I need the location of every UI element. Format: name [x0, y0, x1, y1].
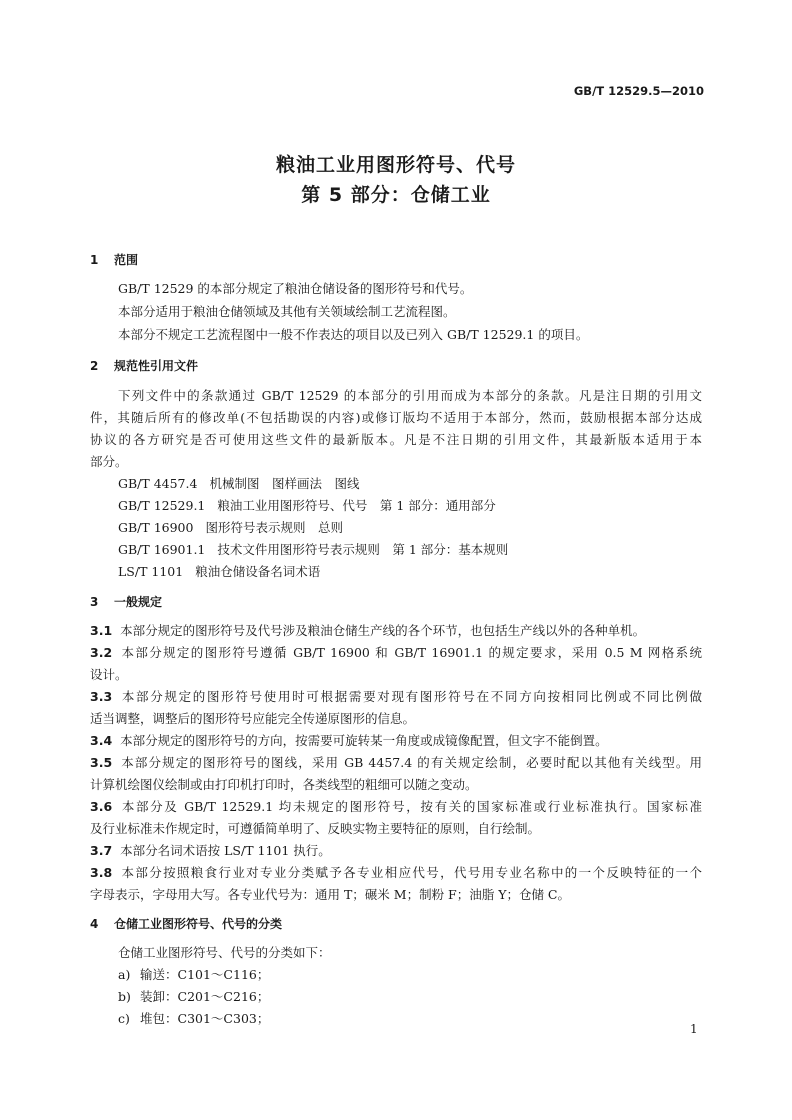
paragraph-line: 仓储工业图形符号、代号的分类如下：: [118, 945, 331, 960]
clause-text: 本部分规定的图形符号使用时可根据需要对现有图形符号在不同方向按相同比例或不同比例做: [120, 689, 702, 704]
reference-code: GB/T 12529.1: [118, 498, 206, 513]
section-heading-3: [90, 593, 162, 610]
section-heading-2: [90, 357, 198, 374]
section-title: 范围: [114, 253, 139, 267]
clause-continuation: 适当调整，调整后的图形符号应能完全传递原图形的信息。: [90, 711, 416, 726]
reference-title: 技术文件用图形符号表示规则 第 1 部分：基本规则: [217, 542, 509, 557]
clause-text: 本部分规定的图形符号遵循 GB/T 16900 和 GB/T 16901.1 的规定要求，采用 0.5 M 网格系统: [120, 645, 702, 660]
reference-title: 粮油工业用图形符号、代号 第 1 部分：通用部分: [217, 498, 496, 513]
reference-code: LS/T 1101: [118, 564, 184, 579]
paragraph-line: 部分。: [90, 454, 128, 469]
section-number: 2: [90, 359, 99, 373]
section-heading-1: [90, 251, 138, 268]
reference-code: GB/T 16901.1: [118, 542, 206, 557]
clause-number: 3.7: [90, 843, 113, 858]
paragraph-line: 件，其随后所有的修改单(不包括勘误的内容)或修订版均不适用于本部分，然而，鼓励根据本部分达成: [90, 410, 702, 425]
list-item: [118, 987, 269, 1005]
standard-code: GB/T 12529.5—2010: [573, 84, 704, 98]
list-text: 装卸：C201～C216；: [140, 989, 270, 1004]
clause-3-1: [90, 621, 702, 639]
section-title: 仓储工业图形符号、代号的分类: [114, 917, 283, 931]
page-number: 1: [690, 1022, 698, 1036]
clause-continuation: 计算机绘图仪绘制或由打印机打印时，各类线型的粗细可以随之变动。: [90, 777, 478, 792]
list-text: 输送：C101～C116；: [140, 967, 270, 982]
clause-number: 3.1: [90, 623, 113, 638]
clause-number: 3.3: [90, 689, 113, 704]
clause-text: 本部分名词术语按 LS/T 1101 执行。: [120, 843, 331, 858]
paragraph-line: 本部分适用于粮油仓储领域及其他有关领域绘制工艺流程图。: [118, 304, 456, 319]
clause-3-5: [90, 753, 702, 771]
reference-code: GB/T 16900: [118, 520, 194, 535]
clause-3-2: [90, 643, 702, 661]
section-title: 一般规定: [114, 595, 163, 609]
paragraph-line: 下列文件中的条款通过 GB/T 12529 的本部分的引用而成为本部分的条款。凡是注日期的引用文: [118, 388, 702, 403]
clause-number: 3.5: [90, 755, 113, 770]
clause-continuation: 及行业标准未作规定时，可遵循简单明了、反映实物主要特征的原则，自行绘制。: [90, 821, 541, 836]
reference-item: [118, 496, 496, 514]
reference-code: GB/T 4457.4: [118, 476, 198, 491]
list-label: c): [118, 1011, 130, 1026]
clause-3-4: [90, 731, 702, 749]
clause-continuation: 设计。: [90, 667, 128, 682]
clause-text: 本部分及 GB/T 12529.1 均未规定的图形符号，按有关的国家标准或行业标准执行。国家标准: [120, 799, 702, 814]
clause-3-6: [90, 797, 702, 815]
clause-text: 本部分规定的图形符号的方向，按需要可旋转某一角度或成镜像配置，但文字不能倒置。: [120, 733, 608, 748]
clause-3-8: [90, 863, 702, 881]
document-title: 粮油工业用图形符号、代号: [275, 154, 516, 176]
section-number: 1: [90, 253, 99, 267]
list-item: [118, 1009, 269, 1027]
clause-number: 3.6: [90, 799, 113, 814]
clause-number: 3.4: [90, 733, 113, 748]
section-heading-4: [90, 915, 282, 932]
reference-item: [118, 540, 508, 558]
section-number: 4: [90, 917, 99, 931]
section-number: 3: [90, 595, 99, 609]
section-title: 规范性引用文件: [114, 359, 199, 373]
list-text: 堆包：C301～C303；: [140, 1011, 270, 1026]
clause-text: 本部分规定的图形符号的图线，采用 GB 4457.4 的有关规定绘制，必要时配以其他有关线型。用: [120, 755, 702, 770]
reference-item: [118, 518, 343, 536]
document-subtitle: 第 5 部分：仓储工业: [301, 184, 491, 206]
reference-title: 机械制图 图样画法 图线: [209, 476, 360, 491]
list-item: [118, 965, 269, 983]
reference-item: [118, 474, 359, 492]
list-label: a): [118, 967, 131, 982]
reference-title: 粮油仓储设备名词术语: [195, 564, 321, 579]
clause-number: 3.2: [90, 645, 113, 660]
list-label: b): [118, 989, 131, 1004]
paragraph-line: 协议的各方研究是否可使用这些文件的最新版本。凡是不注日期的引用文件，其最新版本适用于本: [90, 432, 702, 447]
clause-continuation: 字母表示，字母用大写。各专业代号为：通用 T；碾米 M；制粉 F；油脂 Y；仓储 C。: [90, 887, 570, 902]
clause-text: 本部分规定的图形符号及代号涉及粮油仓储生产线的各个环节，也包括生产线以外的各种单机。: [120, 623, 646, 638]
reference-item: [118, 562, 320, 580]
paragraph-line: 本部分不规定工艺流程图中一般不作表达的项目以及已列入 GB/T 12529.1 的项目。: [118, 327, 589, 342]
paragraph-line: GB/T 12529 的本部分规定了粮油仓储设备的图形符号和代号。: [118, 281, 473, 296]
reference-title: 图形符号表示规则 总则: [205, 520, 343, 535]
clause-number: 3.8: [90, 865, 113, 880]
clause-text: 本部分按照粮食行业对专业分类赋予各专业相应代号，代号用专业名称中的一个反映特征的一个: [120, 865, 702, 880]
clause-3-3: [90, 687, 702, 705]
clause-3-7: [90, 841, 702, 859]
